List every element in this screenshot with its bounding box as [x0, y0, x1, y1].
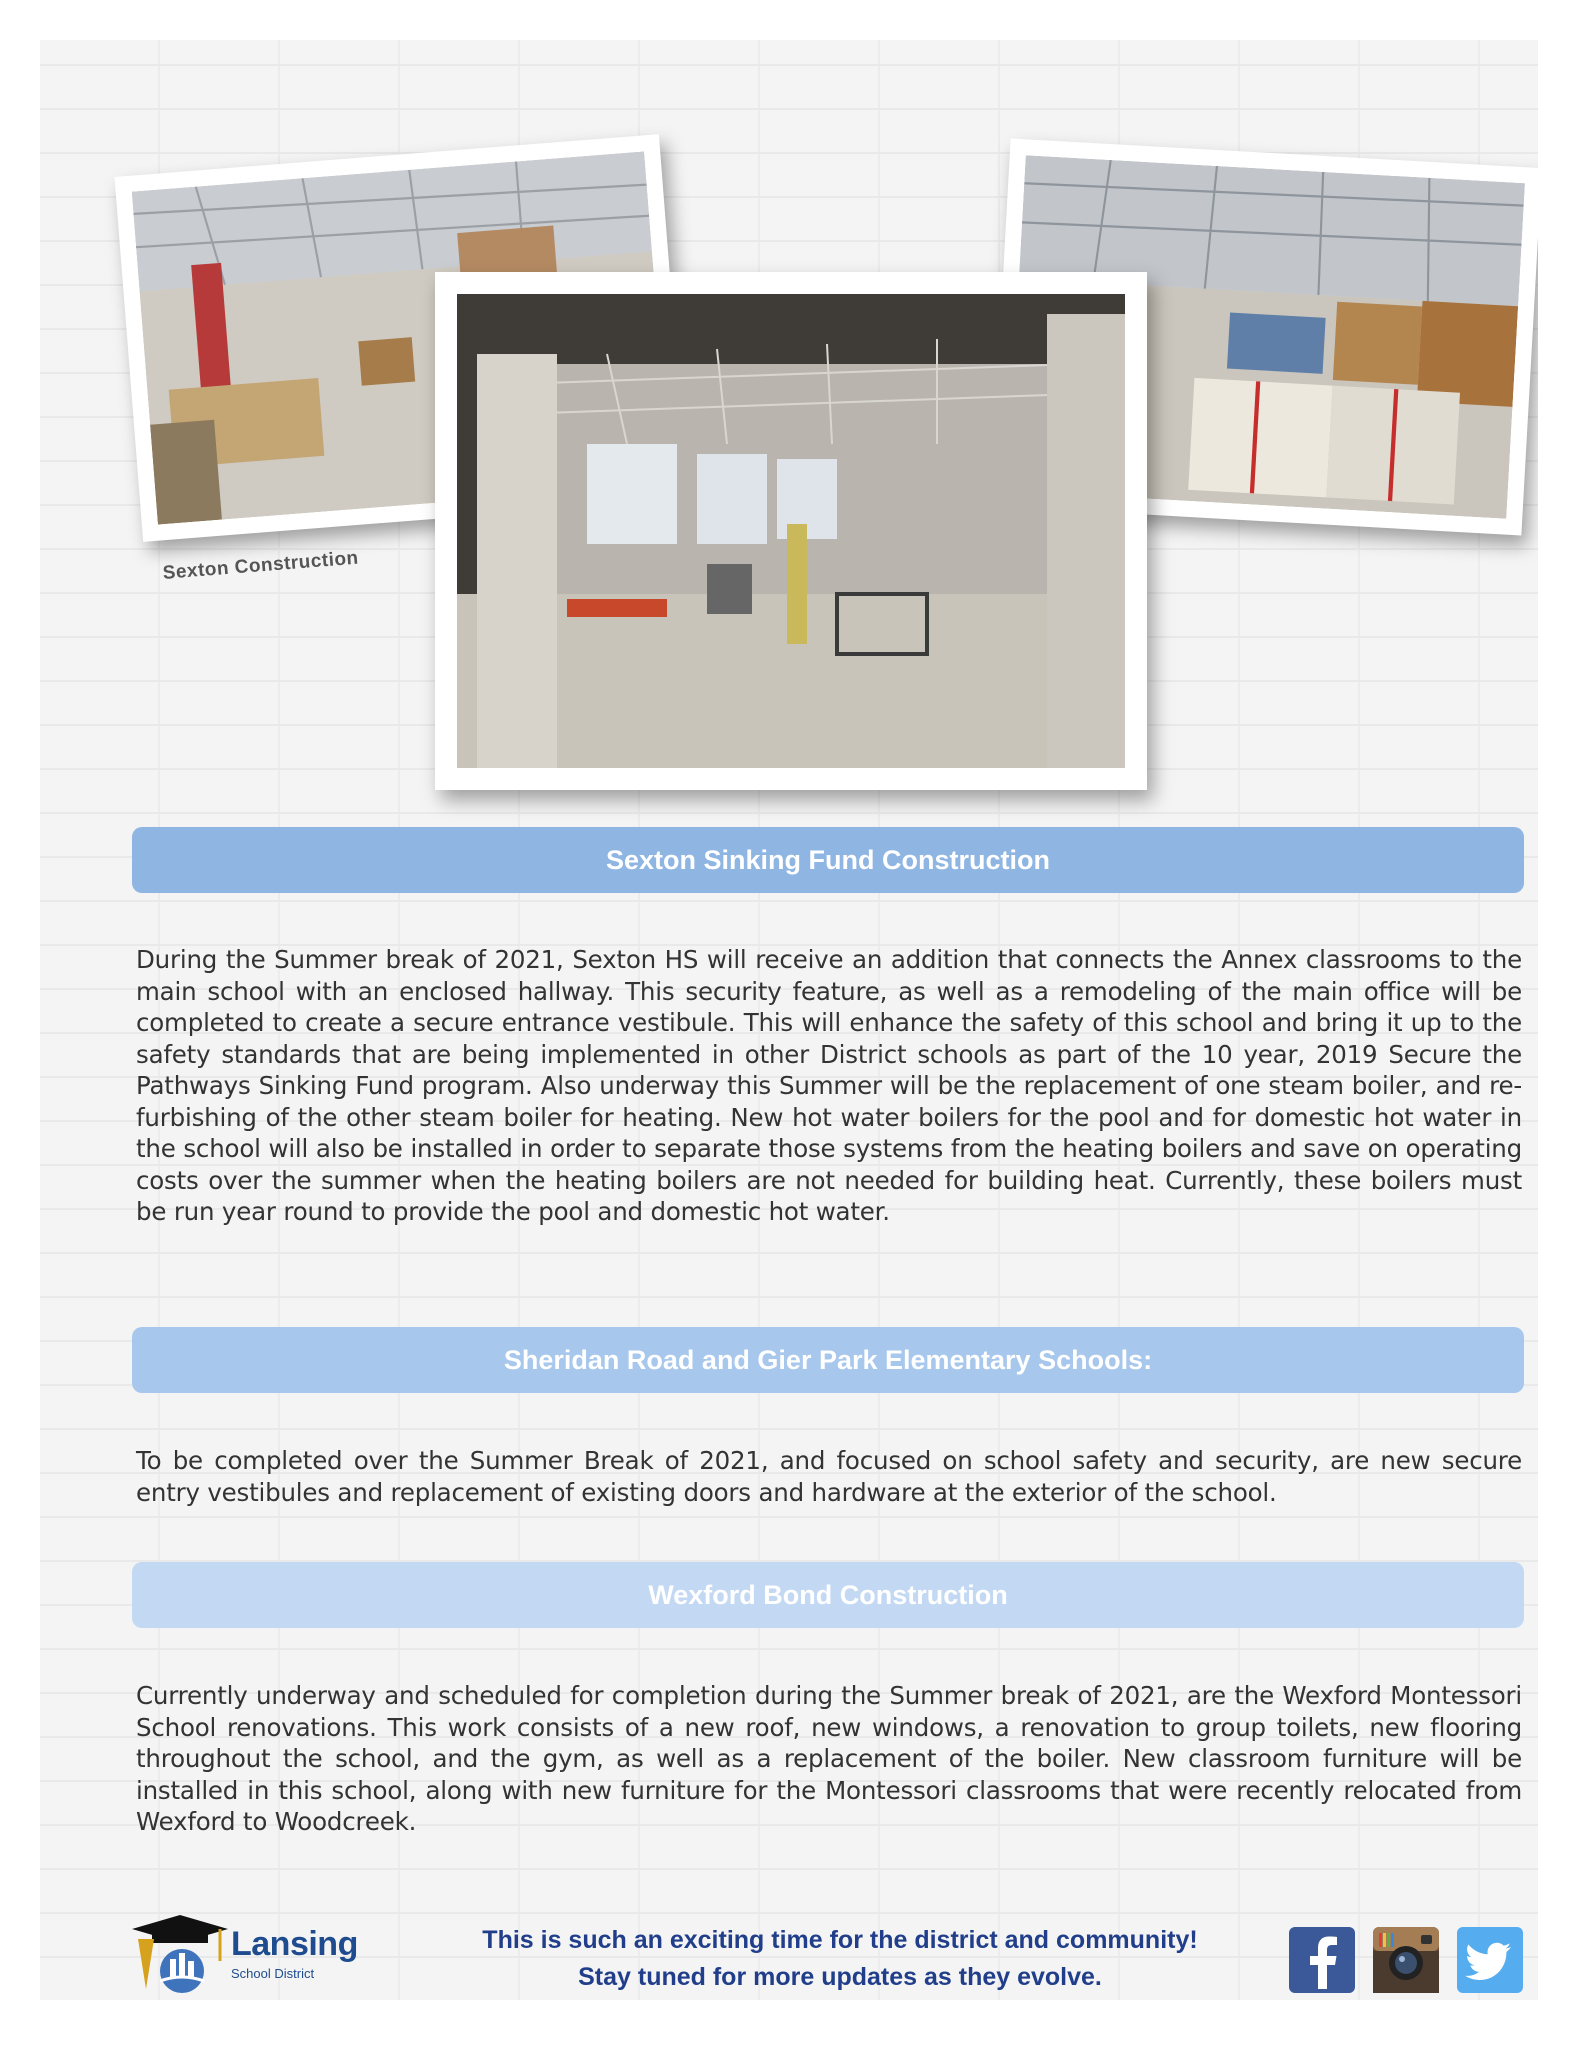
lansing-logo[interactable] — [132, 1915, 392, 1995]
photo-caption: Sexton Construction — [162, 547, 360, 584]
footer-tagline — [410, 1922, 1270, 1996]
section-body-wexford: Currently underway and scheduled for completion during the Summer break of 2021, are the Wexford Montessori School renovations. This work consists of a new roof, new windows, a renovation to group toilets, new flooring throughout the school, and the gym, as well as a replacement of the boiler. New classroom furniture will be installed in this school, along with new furniture for the Montessori classrooms that were recently relocated from Wexford to Woodcreek. — [136, 1681, 1522, 1836]
logo-subtitle: School District — [231, 1966, 315, 1981]
construction-photo-center — [435, 272, 1147, 790]
section-body-sheridan-gier: To be completed over the Summer Break of 2021, and focused on school safety and security, are new secure entry vestibules and replacement of existing doors and hardware at the exterior of the school. — [136, 1446, 1522, 1507]
logo-name: Lansing — [231, 1925, 358, 1963]
tagline-line-2: Stay tuned for more updates as they evolve. — [578, 1963, 1102, 1991]
facebook-icon[interactable] — [1289, 1927, 1355, 1993]
section-heading-wexford: Wexford Bond Construction — [132, 1562, 1524, 1628]
section-body-sexton: During the Summer break of 2021, Sexton HS will receive an addition that connects the Annex classrooms to the main school with an enclosed hallway. This security feature, as well as a remodeling of the main office will be completed to create a secure entrance vestibule. This will enhance the safety of this school and bring it up to the safety standards that are being implemented in other District schools as part of the 10 year, 2019 Secure the Pathways Sinking Fund program. Also underway this Summer will be the replacement of one steam boiler, and re-furbishing of the other steam boiler for heating. New hot water boilers for the pool and for domestic hot water in the school will also be installed in order to separate those systems from the heating boilers and save on operating costs over the summer when the heating boilers are not needed for building heat. Currently, these boilers must be run year round to provide the pool and domestic hot water. — [136, 945, 1522, 1226]
tagline-line-1: This is such an exciting time for the district and community! — [482, 1926, 1198, 1954]
twitter-icon[interactable] — [1457, 1927, 1523, 1993]
section-heading-sexton: Sexton Sinking Fund Construction — [132, 827, 1524, 893]
instagram-icon[interactable] — [1373, 1927, 1439, 1993]
photo-center-scene — [457, 294, 1125, 768]
graduation-cap-icon — [132, 1915, 232, 1995]
section-heading-sheridan-gier: Sheridan Road and Gier Park Elementary Schools: — [132, 1327, 1524, 1393]
page — [40, 40, 1538, 2000]
